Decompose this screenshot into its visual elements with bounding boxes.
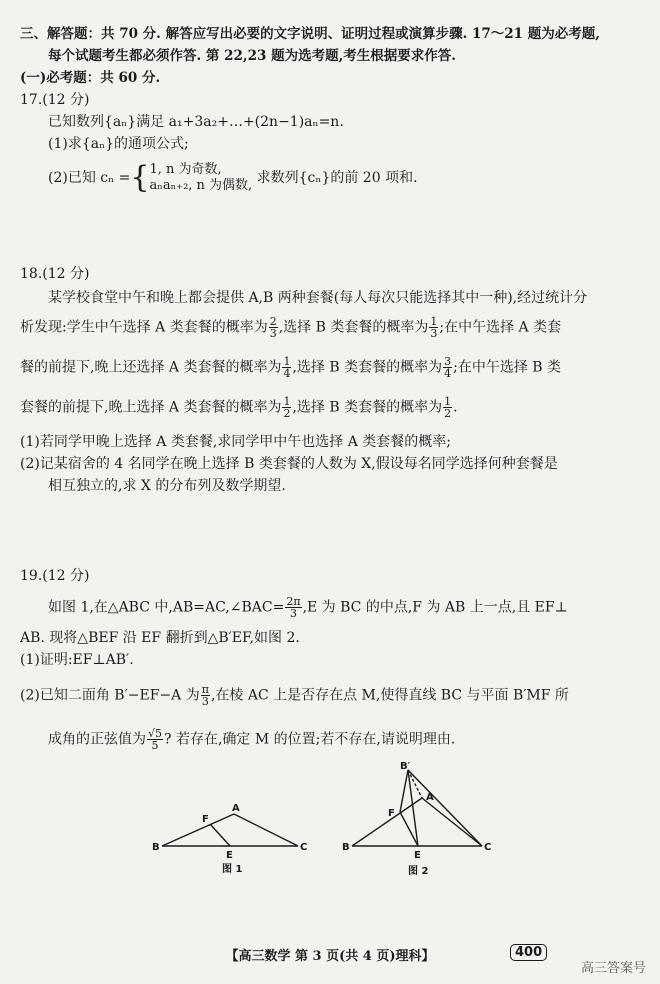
- q18-line2: 析发现:学生中午选择 A 类套餐的概率为 $\frac{2}{3}$ ,选择 B 类套餐的概率为 $\frac{1}{3}$ ;在中午选择 A 类套: [20, 315, 562, 340]
- section-instructions-line2: 每个试题考生都必须作答. 第 22,23 题为选考题,考生根据要求作答.: [48, 48, 456, 64]
- fig1-label-F: F: [202, 814, 209, 825]
- fig1-label-B: B: [152, 842, 160, 853]
- fig2-label-A: A: [426, 792, 434, 803]
- fraction-sqrt5-5: $\frac{√5}{5}$: [148, 727, 163, 752]
- fraction-1-2b: $\frac{1}{2}$: [444, 395, 452, 420]
- figure-2-folded: [340, 760, 500, 880]
- fraction-1-3: $\frac{1}{3}$: [430, 315, 438, 340]
- q18-header: 18.(12 分): [20, 266, 90, 282]
- q19-header: 19.(12 分): [20, 568, 90, 584]
- q17-part1: (1)求{aₙ}的通项公式;: [48, 136, 189, 152]
- fraction-2pi-3: $\frac{2\pi}{3}$: [286, 595, 301, 620]
- page-footer: 【高三数学 第 3 页(共 4 页)理科】: [225, 949, 435, 964]
- q19-part1: (1)证明:EF⊥AB′.: [20, 652, 134, 668]
- watermark: 高三答案号: [580, 961, 646, 976]
- q19-part2-line1: (2)已知二面角 B′−EF−A 为 $\frac{\pi}{3}$ ,在棱 AC 上是否存在点 M,使得直线 BC 与平面 B′MF 所: [20, 683, 569, 708]
- fraction-3-4: $\frac{3}{4}$: [444, 355, 452, 380]
- section-subheading: (一)必考题：共 60 分.: [20, 70, 161, 86]
- section-instructions-line1: 三、解答题：共 70 分. 解答应写出必要的文字说明、证明过程或演算步骤. 17～21 题为必考题,: [20, 26, 600, 42]
- q17-part2-prefix: (2)已知 cₙ =: [48, 170, 131, 186]
- fig1-label-E: E: [226, 850, 233, 861]
- fig1-label-A: A: [232, 803, 240, 814]
- q18-line4: 套餐的前提下,晚上选择 A 类套餐的概率为 $\frac{1}{2}$ ,选择 B 类套餐的概率为 $\frac{1}{2}$ .: [20, 395, 458, 420]
- q18-part1: (1)若同学甲晚上选择 A 类套餐,求同学甲中午也选择 A 类套餐的概率;: [20, 434, 452, 450]
- q18-part2-line2: 相互独立的,求 X 的分布列及数学期望.: [48, 478, 286, 494]
- q19-line2: AB. 现将△BEF 沿 EF 翻折到△B′EF,如图 2.: [20, 630, 300, 646]
- q18-line3: 餐的前提下,晚上还选择 A 类套餐的概率为 $\frac{1}{4}$ ,选择 B 类套餐的概率为 $\frac{3}{4}$ ;在中午选择 B 类: [20, 355, 562, 380]
- q18-line1: 某学校食堂中午和晚上都会提供 A,B 两种套餐(每人每次只能选择其中一种),经过统计分: [48, 290, 588, 306]
- q17-part2-suffix: 求数列{cₙ}的前 20 项和.: [256, 170, 418, 186]
- q19-line1: 如图 1,在△ABC 中,AB=AC,∠BAC= $\frac{2\pi}{3}$ ,E 为 BC 的中点,F 为 AB 上一点,且 EF⊥: [48, 595, 568, 620]
- fig2-label-Bprime: B′: [400, 761, 411, 772]
- fig1-label-C: C: [300, 842, 308, 853]
- q17-case-odd: 1, n 为奇数,: [149, 162, 222, 177]
- fraction-2-3: $\frac{2}{3}$: [269, 315, 277, 340]
- q17-stem: 已知数列{aₙ}满足 a₁+3a₂+…+(2n−1)aₙ=n.: [48, 114, 344, 130]
- fraction-1-2: $\frac{1}{2}$: [283, 395, 291, 420]
- fig1-caption: 图 1: [222, 864, 243, 875]
- fraction-1-4: $\frac{1}{4}$: [283, 355, 291, 380]
- fraction-pi-3: $\frac{\pi}{3}$: [201, 683, 209, 708]
- fig2-caption: 图 2: [408, 866, 429, 877]
- figure-1-triangle: [150, 800, 320, 880]
- page-code-badge: 400: [510, 944, 547, 961]
- fig2-label-C: C: [484, 842, 492, 853]
- q19-part2-line2: 成角的正弦值为 $\frac{√5}{5}$ ? 若存在,确定 M 的位置;若不存在,请说明理由.: [48, 727, 456, 752]
- fig2-label-B: B: [342, 842, 350, 853]
- q17-header: 17.(12 分): [20, 92, 90, 108]
- fig2-label-F: F: [388, 808, 395, 819]
- q17-case-even: aₙaₙ₊₂, n 为偶数,: [149, 178, 253, 193]
- fig2-label-E: E: [414, 850, 421, 861]
- q17-part2: (2)已知 cₙ ={1, n 为奇数, aₙaₙ₊₂, n 为偶数, 求数列{cₙ}的前 20 项和.: [48, 160, 418, 195]
- q18-part2-line1: (2)记某宿舍的 4 名同学在晚上选择 B 类套餐的人数为 X,假设每名同学选择何种套餐是: [20, 456, 558, 472]
